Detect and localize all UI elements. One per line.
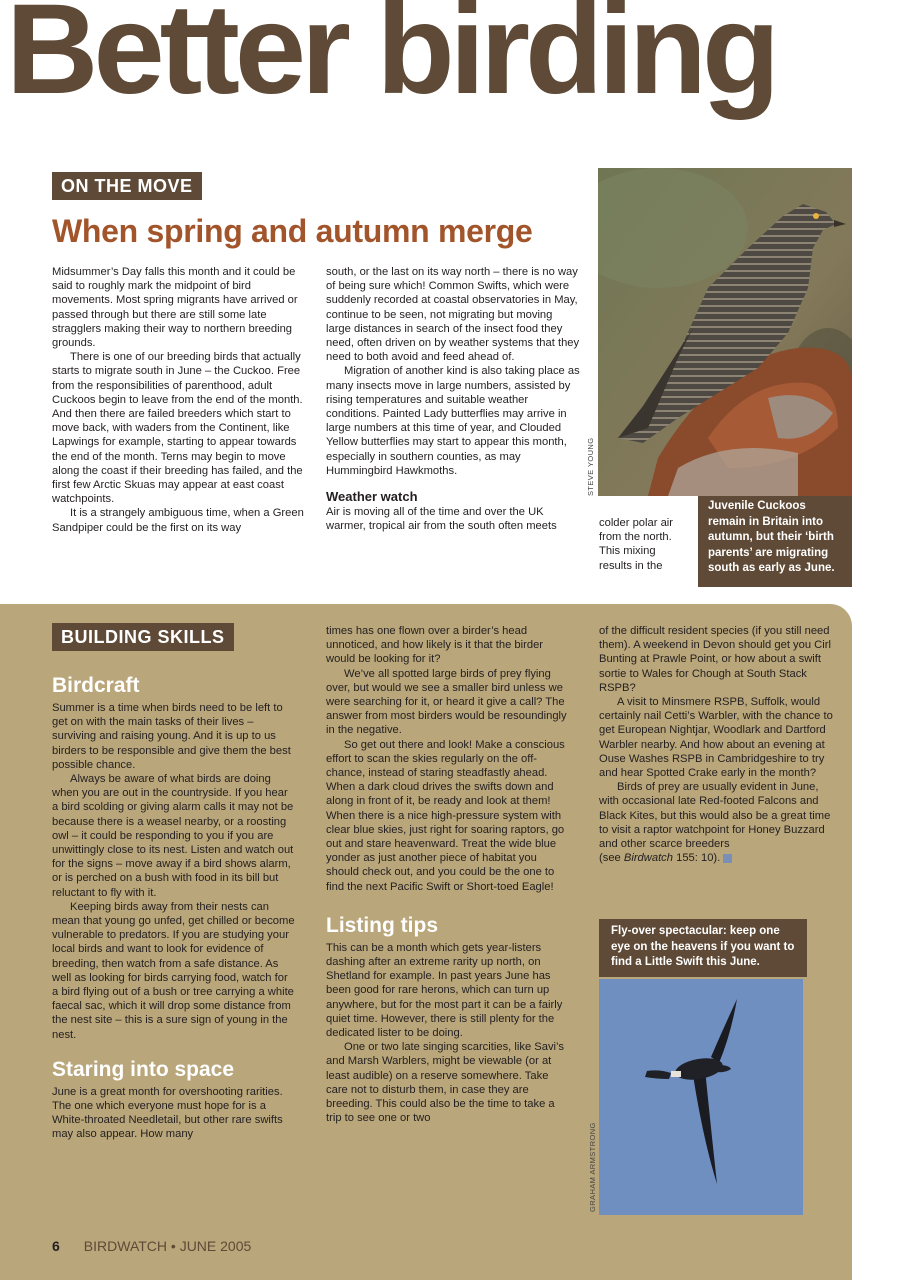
paragraph-reference: (see Birdwatch 155: 10). — [599, 851, 841, 865]
paragraph: There is one of our breeding birds that actually starts to migrate south in June – the Cuckoo. Free from the responsibilities of parenthood, adult Cuckoos begin to leave from the end of the month. And then there are failed breeders which start to move back, with waders from the Continent, like Lapwings for example, starting to appear towards the end of the month. Terns may begin to move along the coast if their breeding has failed, and the first few Arctic Skuas may appear at east coast watchpoints. — [52, 351, 303, 506]
paragraph: times has one flown over a birder’s head unnoticed, and how likely is it that the birder would be looking for it? — [326, 625, 544, 666]
magazine-name: Birdwatch — [623, 852, 673, 865]
paragraph: June is a great month for overshooting rarities. The one which everyone must hope for is a White-throated Needletail, but other rare swifts may also appear. How many — [52, 1085, 283, 1141]
caption-cuckoo: Juvenile Cuckoos remain in Britain into autumn, but their ‘birth parents’ are migrating south as early as June. — [698, 496, 852, 587]
paragraph: Keeping birds away from their nests can mean that young go unfed, get chilled or become vulnerable to predators. If you are studying your local birds and want to look for evidence of breeding, then watch from a safe distance. As well as looking for birds carrying food, watch for a bird flying out of a bush or tree carrying a white faecal sac, which it will drop some distance from the nest site – this is a sure sign of young in the nest. — [52, 900, 295, 1041]
swift-photo — [599, 979, 803, 1215]
paragraph: We’ve all spotted large birds of prey flying over, but would we see a smaller bird unless we were searching for it, or heard it give a call? The answer from most birders would be resoundingly in the negative. — [326, 667, 567, 737]
paragraph: Always be aware of what birds are doing when you are out in the countryside. If you hear a bird scolding or giving alarm calls it may not be because there is a weasel nearby, or a roosting owl – it could be responding to you if you are unwittingly close to its nest. Listen and watch out for the signs – move away if a bird shows alarm, or is perched on a bush with food in its bill but reluctant to fly with it. — [52, 773, 294, 899]
top-column-3 — [599, 516, 691, 573]
cuckoo-photo — [598, 168, 852, 496]
paragraph: of the difficult resident species (if you still need them). A weekend in Devon should get you Cirl Bunting at Prawle Point, or how about a swift sortie to Wales for Chough at South Stack RSPB? — [599, 625, 831, 694]
paragraph: Birds of prey are usually evident in June, with occasional late Red-footed Falcons and Black Kites, but this would also be a great time to visit a raptor watchpoint for Honey Buzzard and other scarce breeders — [599, 781, 831, 851]
heading-staring-into-space: Staring into space — [52, 1057, 235, 1081]
magazine-issue: BIRDWATCH • JUNE 2005 — [83, 1238, 252, 1254]
cuckoo-illustration — [598, 168, 852, 496]
paragraph: south, or the last on its way north – there is no way of being sure which! Common Swifts, which were suddenly recorded at coastal observatories in May, continue to be seen, not migrating but moving large distances in search of the insect food they need, often driven on by weather systems that they need to both avoid and feed ahead of. — [326, 266, 580, 364]
section-tag-building-skills: BUILDING SKILLS — [52, 623, 234, 651]
subheading-weather-watch: Weather watch — [326, 489, 418, 505]
paragraph: Air is moving all of the time and over the UK warmer, tropical air from the south often meets — [326, 506, 557, 533]
heading-listing-tips: Listing tips — [326, 913, 438, 937]
caption-swift: Fly-over spectacular: keep one eye on the heavens if you want to find a Little Swift this June. — [599, 919, 807, 977]
swift-illustration — [599, 979, 803, 1215]
paragraph: Midsummer’s Day falls this month and it could be said to roughly mark the midpoint of bird movements. Most spring migrants have arrived or passed through but there are still some late stragglers making their way to northern breeding grounds. — [52, 266, 298, 350]
paragraph: colder polar air from the north. This mixing results in the — [599, 517, 673, 572]
lower-column-3 — [599, 624, 841, 865]
paragraph: A visit to Minsmere RSPB, Suffolk, would certainly nail Cetti’s Warbler, with the chance to get European Nightjar, Woodlark and Dartford Warbler nearby. And how about an evening at Ouse Washes RSPB in Cambridgeshire to try and hear Spotted Crake early in the month? — [599, 696, 833, 780]
page-footer — [52, 1238, 251, 1254]
section-tag-on-the-move: ON THE MOVE — [52, 172, 202, 200]
photo-credit-cuckoo: STEVE YOUNG — [586, 437, 595, 496]
paragraph: Summer is a time when birds need to be left to get on with the main tasks of their lives – surviving and raising young. And it is up to us birders to be responsible and give them the best possible chance. — [52, 702, 291, 771]
lower-column-1 — [52, 674, 296, 1142]
end-marker-icon — [723, 854, 732, 863]
paragraph: It is a strangely ambiguous time, when a Green Sandpiper could be the first on its way — [52, 507, 304, 534]
paragraph: This can be a month which gets year-listers dashing after an extreme rarity up north, on Shetland for example. In past years June has been good for rare herons, which can turn up anywhere, but for the most part it can be a fairly quiet time. However, there is still plenty for the dedicated lister to be doing. — [326, 941, 563, 1040]
top-column-2 — [326, 265, 580, 533]
article-headline: When spring and autumn merge — [52, 213, 533, 249]
photo-credit-swift: GRAHAM ARMSTRONG — [588, 1122, 597, 1212]
lower-column-2 — [326, 624, 570, 1126]
top-column-1 — [52, 265, 304, 535]
heading-birdcraft: Birdcraft — [52, 674, 140, 697]
page-number: 6 — [52, 1238, 60, 1254]
paragraph: So get out there and look! Make a conscious effort to scan the skies regularly on the off-chance, instead of staring steadfastly ahead. When a dark cloud drives the swifts down and along in front of it, be ready and look at them! When there is a nice high-pressure system with clear blue skies, just right for soaring raptors, go out and stare heavenward. Treat the wide blue yonder as just another piece of habitat you should check out, and you could be the one to find the next Pacific Swift or Short-toed Eagle! — [326, 738, 565, 893]
page-title: Better birding — [6, 0, 776, 121]
paragraph: Migration of another kind is also taking place as many insects move in large numbers, assisted by rising temperatures and suitable weather conditions. Painted Lady butterflies may arrive in large numbers at this time of year, and Clouded Yellow butterflies may start to appear this month, especially in southern counties, as may Hummingbird Hawkmoths. — [326, 365, 580, 477]
paragraph: One or two late singing scarcities, like Savi’s and Marsh Warblers, might be viewable (or at least audible) on a reserve somewhere. Take care not to disturb them, in case they are breeding. This could also be the time to take a trip to see one or two — [326, 1041, 564, 1125]
